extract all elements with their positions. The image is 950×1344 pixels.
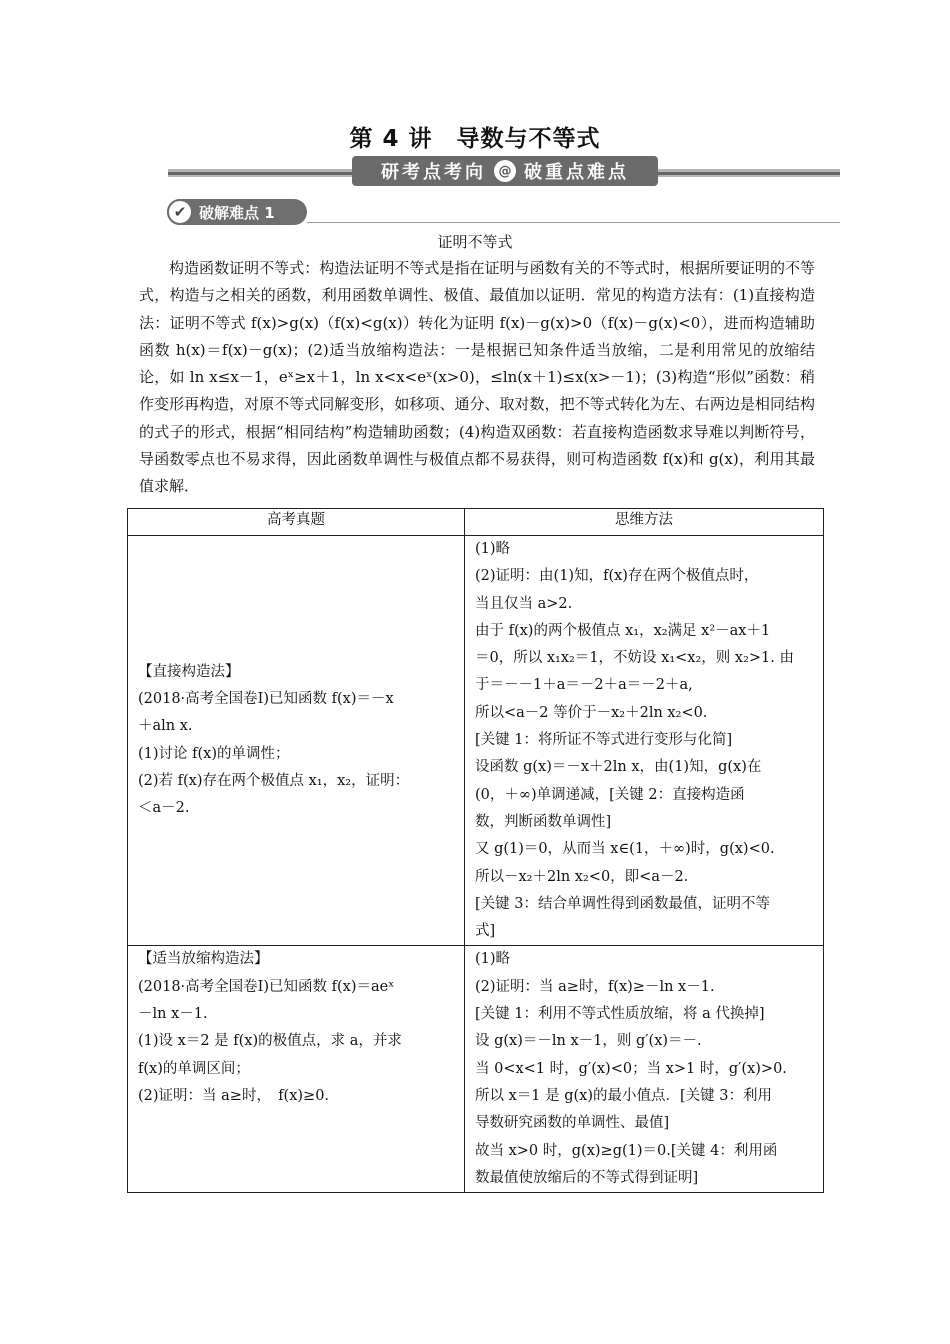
method-line: (1)略 xyxy=(475,541,511,557)
method-line: 数，判断函数单调性] xyxy=(475,813,612,830)
problem-line: (2018·高考全国卷Ⅰ)已知函数 f(x)＝aeˣ xyxy=(138,978,395,995)
problem-line: －ln x－1. xyxy=(138,1006,208,1023)
method-line: 故当 x>0 时，g(x)≥g(1)＝0.[关键 4：利用函 xyxy=(475,1142,778,1159)
intro-paragraph xyxy=(139,255,815,501)
difficulty-badge-label: 破解难点 1 xyxy=(199,203,275,222)
check-icon: ✔ xyxy=(167,199,193,225)
method-line: (1)略 xyxy=(475,951,511,968)
method-line: 数最值使放缩后的不等式得到证明] xyxy=(475,1169,699,1186)
section-rule xyxy=(307,222,840,223)
method-line: 当 0<x<1 时，g′(x)<0；当 x>1 时，g′(x)>0. xyxy=(475,1060,787,1077)
method-line: [关键 1：利用不等式性质放缩，将 a 代换掉] xyxy=(475,1006,765,1023)
table-header-row xyxy=(128,509,824,536)
method-line: 所以<a－2 等价于－x₂＋2ln x₂<0. xyxy=(475,704,708,721)
problem-table xyxy=(127,508,824,1193)
problem-line: (1)讨论 f(x)的单调性； xyxy=(138,745,290,762)
method-line: 所以 x＝1 是 g(x)的最小值点．[关键 3：利用 xyxy=(475,1087,772,1104)
lesson-title: 第 4 讲 导数与不等式 xyxy=(349,126,601,152)
method-line: ＝0，所以 x₁x₂＝1，不妨设 x₁<x₂，则 x₂>1. 由 xyxy=(475,650,794,667)
problem-cell xyxy=(128,536,465,946)
method-line: (0，＋∞)单调递减，[关键 2：直接构造函 xyxy=(475,786,745,803)
problem-line: (2018·高考全国卷Ⅰ)已知函数 f(x)＝－x xyxy=(138,691,394,708)
method-line: 于＝－－1＋a＝－2＋a＝－2＋a, xyxy=(475,677,693,694)
method-line: 所以－x₂＋2ln x₂<0，即<a－2. xyxy=(475,868,689,885)
problem-line: f(x)的单调区间； xyxy=(138,1060,250,1077)
section-banner xyxy=(352,156,658,186)
intro-text: 构造函数证明不等式：构造法证明不等式是指在证明与函数有关的不等式时，根据所要证明的不等式，构造与之相关的函数，利用函数单调性、极值、最值加以证明．常见的构造方法有：(1)直接构造法：证明不等式 f(x)>g(x)（f(x)<g(x)）转化为证明 f(x)－g(x)>0（f(x)－g(x)<0），进而构造辅助函数 h(x)＝f(x)－g(x)；(2)适当放缩构造法：一是根据已知条件适当放缩，二是利用常见的放缩结论，如 ln x≤x－1，eˣ≥x＋1，ln x<x<eˣ(x>0)，≤ln(x＋1)≤x(x>－1)；(3)构造“形似”函数：稍作变形再构造，对原不等式同解变形，如移项、通分、取对数，把不等式转化为左、右两边是相同结构的式子的形式，根据“相同结构”构造辅助函数；(4)构造双函数：若直接构造函数求导难以判断符号，导函数零点也不易求得，因此函数单调性与极值点都不易获得，则可构造函数 f(x)和 g(x)，利用其最值求解． xyxy=(139,259,815,496)
problem-line: (2)若 f(x)存在两个极值点 x₁，x₂，证明： xyxy=(138,773,410,790)
problem-line: (2)证明：当 a≥时， f(x)≥0. xyxy=(138,1087,330,1104)
difficulty-badge xyxy=(167,199,307,225)
banner-left-text: 研考点考向 xyxy=(381,162,486,183)
method-line: 导数研究函数的单调性、最值] xyxy=(475,1115,670,1132)
banner-badge: @ xyxy=(494,160,516,182)
problem-line: 【直接构造法】 xyxy=(138,663,240,680)
method-cell xyxy=(465,536,824,946)
problem-line: ＋aln x. xyxy=(138,718,193,735)
method-line: [关键 3：结合单调性得到函数最值，证明不等 xyxy=(475,895,770,912)
method-line: 设 g(x)＝－ln x－1，则 g′(x)＝－. xyxy=(475,1033,702,1050)
method-line: 又 g(1)＝0，从而当 x∈(1，＋∞)时，g(x)<0. xyxy=(475,841,775,858)
method-line: 当且仅当 a>2. xyxy=(475,595,573,612)
problem-line: ＜a－2. xyxy=(138,800,190,817)
method-line: 设函数 g(x)＝－x＋2ln x，由(1)知，g(x)在 xyxy=(475,759,762,776)
method-line: 式] xyxy=(475,923,496,940)
problem-line: 【适当放缩构造法】 xyxy=(138,951,269,968)
problem-line: (1)设 x＝2 是 f(x)的极值点，求 a，并求 xyxy=(138,1033,402,1050)
problem-cell xyxy=(128,946,465,1193)
banner-right-text: 破重点难点 xyxy=(524,162,629,183)
header-methods: 思维方法 xyxy=(465,509,824,536)
method-line: (2)证明：由(1)知，f(x)存在两个极值点时， xyxy=(475,568,759,585)
method-line: (2)证明：当 a≥时，f(x)≥－ln x－1. xyxy=(475,978,715,995)
method-cell xyxy=(465,946,824,1193)
table-row xyxy=(128,946,824,1193)
method-line: [关键 1：将所证不等式进行变形与化简] xyxy=(475,732,733,749)
header-problems: 高考真题 xyxy=(128,509,465,536)
method-line: 由于 f(x)的两个极值点 x₁，x₂满足 x²－ax＋1 xyxy=(475,622,771,639)
subheading: 证明不等式 xyxy=(437,233,513,251)
table-row xyxy=(128,536,824,946)
